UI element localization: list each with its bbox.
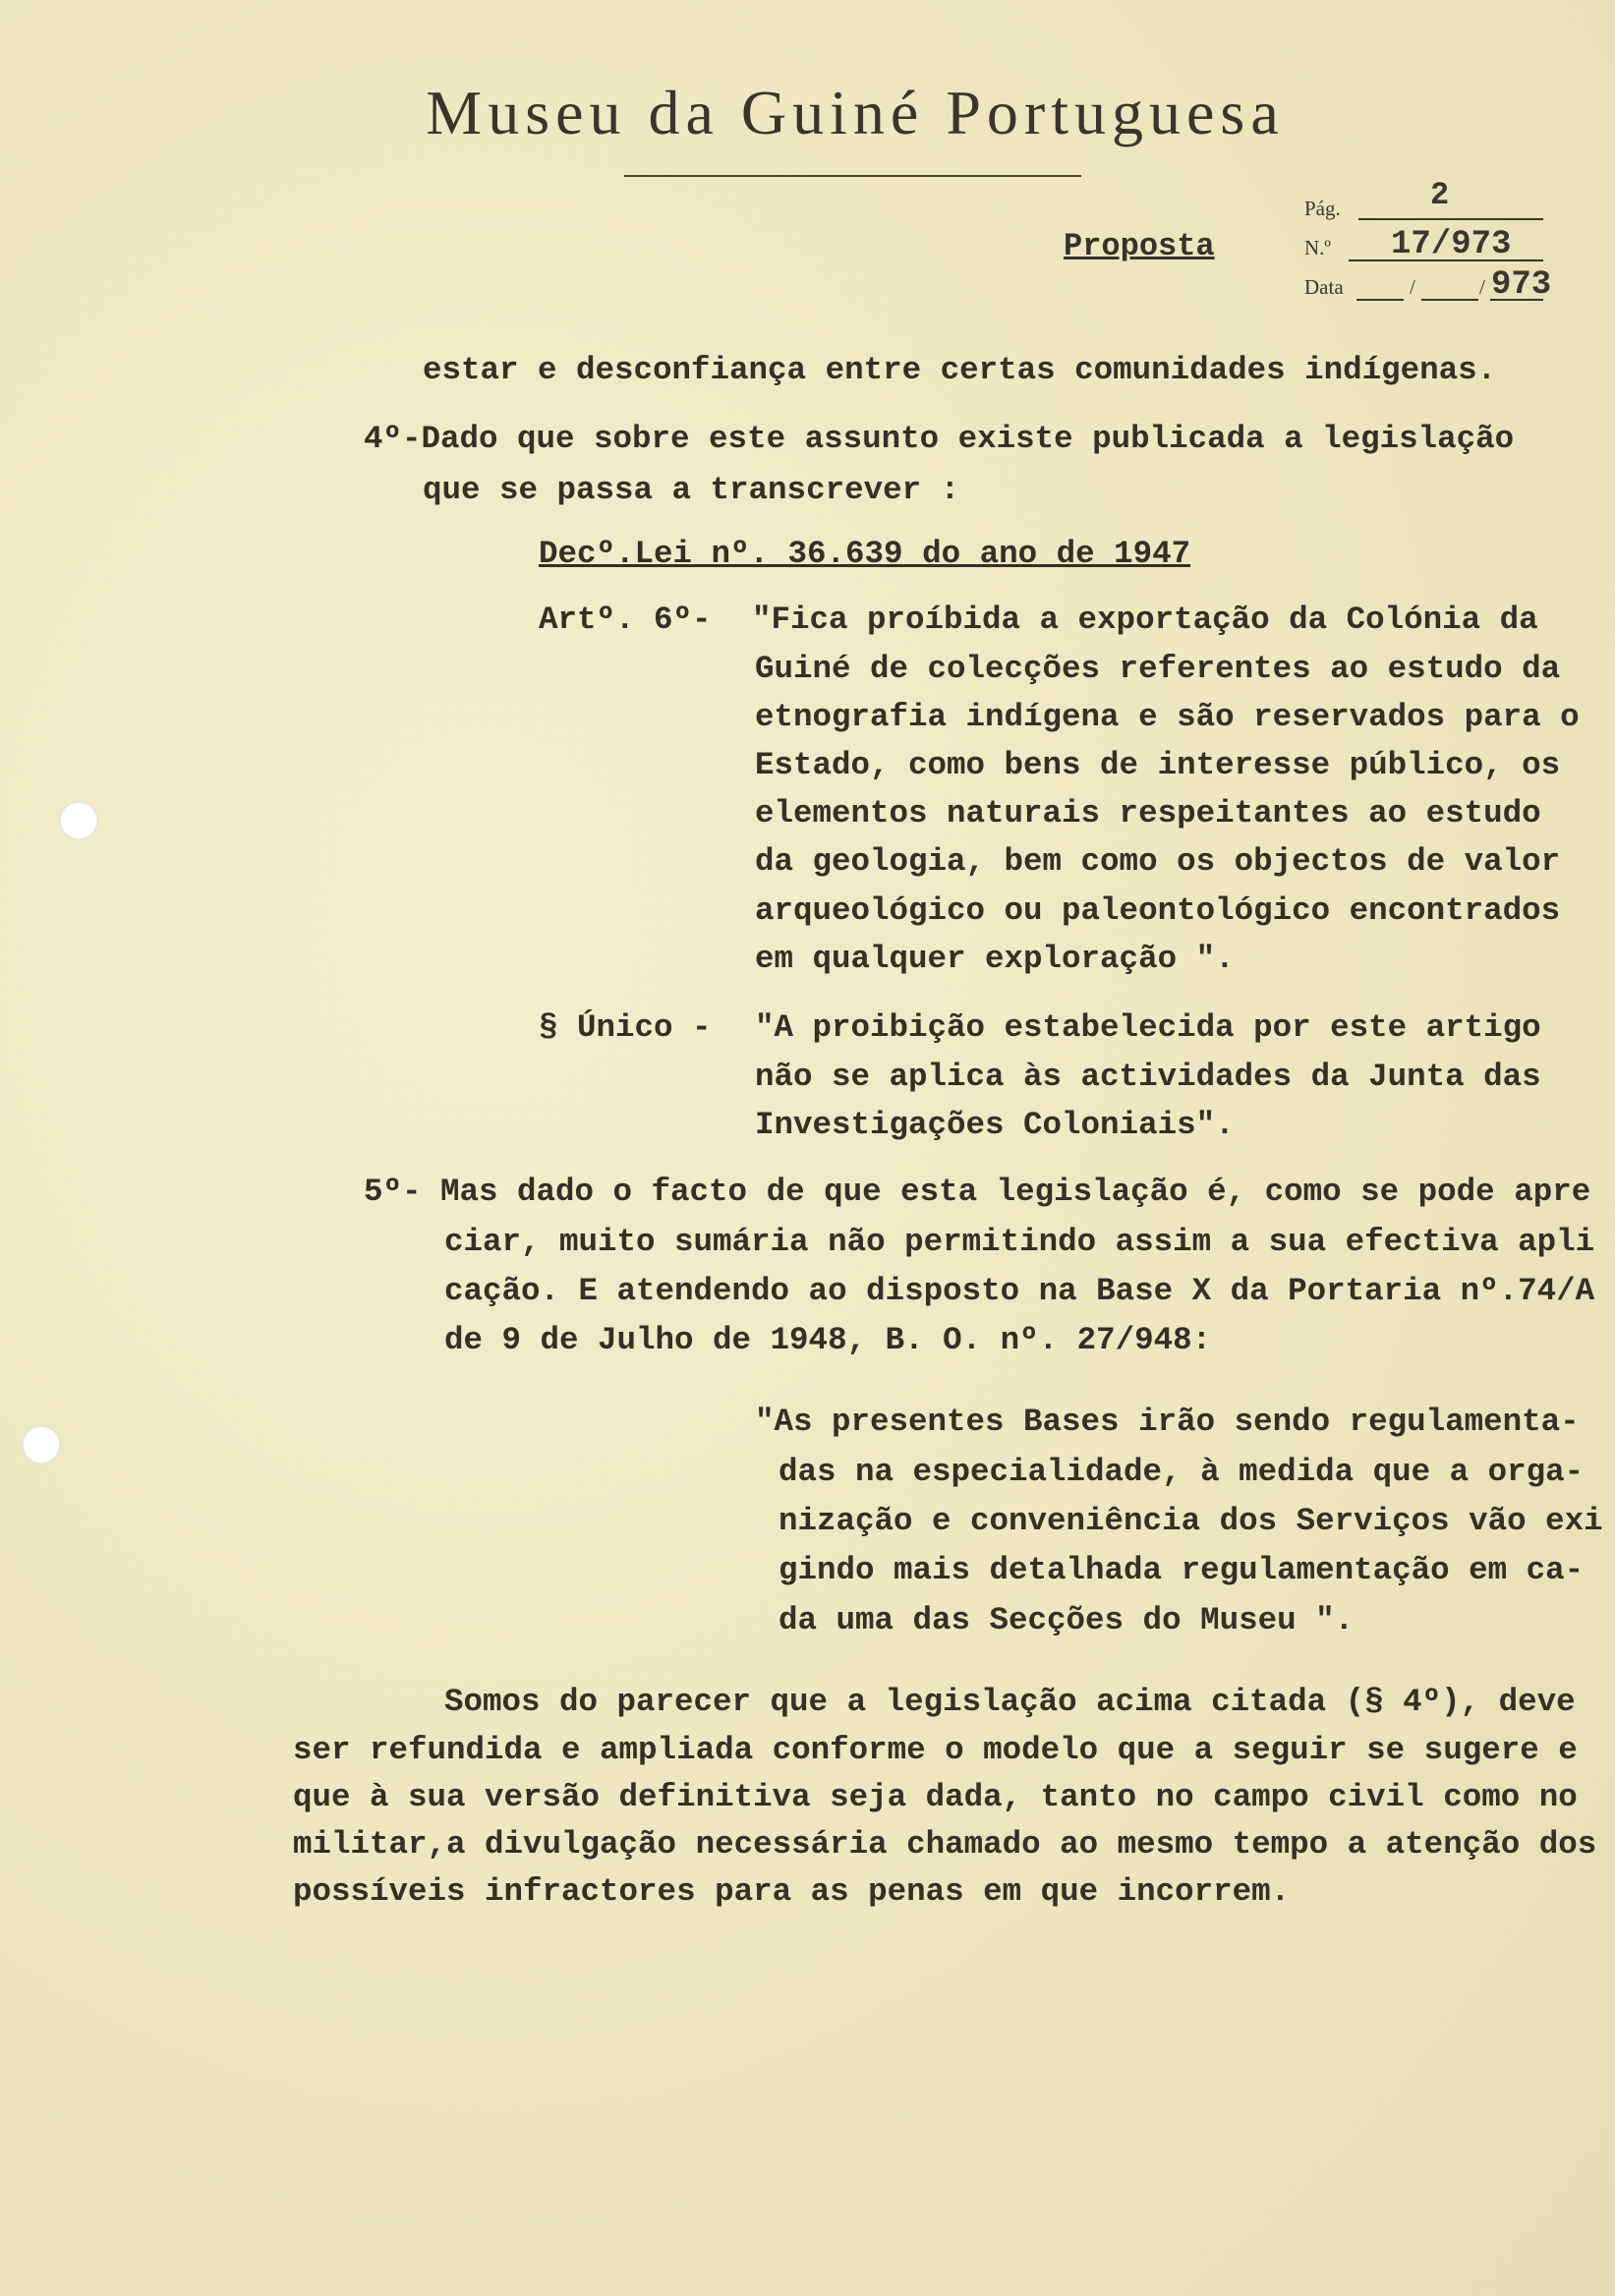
article-line: arqueológico ou paleontológico encontrados [755,892,1561,929]
article-line: elementos naturais respeitantes ao estudo [755,795,1541,832]
punch-hole-bottom [22,1425,61,1464]
closing-line: possíveis infractores para as penas em que incorrem. [293,1873,1291,1910]
data-underline-day [1356,299,1404,301]
proposta-heading: Proposta [1064,228,1215,264]
article-line: "Fica proíbida a exportação da Colónia da [752,602,1538,638]
unico-line: Investigações Coloniais". [755,1107,1235,1143]
numero-value: 17/973 [1391,226,1512,263]
quote-line: da uma das Secções do Museu ". [779,1602,1355,1638]
article-line: em qualquer exploração ". [755,941,1235,977]
article-line: Guiné de colecções referentes ao estudo da [755,651,1561,687]
numero-label: N.º [1304,236,1331,259]
decree-title: Decº.Lei nº. 36.639 do ano de 1947 [539,536,1191,572]
letterhead-rule [624,175,1081,177]
paragraph-5-line: cação. E atendendo ao disposto na Base X da Portaria nº.74/A [444,1273,1595,1309]
closing-line: militar,a divulgação necessária chamado ao mesmo tempo a atenção dos [293,1826,1597,1863]
text-line: que se passa a transcrever : [423,472,960,508]
punch-hole-top [59,801,98,840]
closing-line: que à sua versão definitiva seja dada, tanto no campo civil como no [293,1779,1578,1815]
paragraph-5-line: de 9 de Julho de 1948, B. O. nº. 27/948: [444,1322,1212,1358]
article-line: da geologia, bem como os objectos de valor [755,843,1561,880]
article-line: Estado, como bens de interesse público, os [755,747,1561,783]
article-line: etnografia indígena e são reservados para o [755,699,1580,735]
quote-line: gindo mais detalhada regulamentação em ca- [779,1552,1585,1588]
data-underline-month [1421,299,1478,301]
data-year: 973 [1491,266,1552,304]
pag-value: 2 [1430,177,1450,213]
closing-line: ser refundida e ampliada conforme o modelo que a seguir se sugere e [293,1732,1578,1768]
text-line: 4º-Dado que sobre este assunto existe publicada a legislação [364,421,1515,457]
quote-line: nização e conveniência dos Serviços vão exi [779,1503,1603,1539]
closing-line: Somos do parecer que a legislação acima citada (§ 4º), deve [444,1684,1576,1720]
text-line: estar e desconfiança entre certas comunidades indígenas. [423,352,1497,388]
data-separator-2: / [1479,275,1485,299]
data-label: Data [1304,275,1344,299]
data-separator-1: / [1410,275,1415,299]
pag-label: Pág. [1304,197,1341,220]
paragraph-5-line: ciar, muito sumária não permitindo assim a sua efectiva apli [444,1224,1595,1260]
paragraph-5-line: 5º- Mas dado o facto de que esta legislação é, como se pode apre [364,1174,1591,1210]
letterhead-title: Museu da Guiné Portuguesa [426,78,1285,147]
unico-line: "A proibição estabelecida por este artigo [755,1009,1541,1046]
unico-line: não se aplica às actividades da Junta das [755,1059,1541,1095]
unico-label: § Único - [539,1009,712,1046]
quote-line: das na especialidade, à medida que a orga- [779,1454,1585,1490]
quote-line: "As presentes Bases irão sendo regulamenta- [755,1404,1580,1440]
article-label: Artº. 6º- [539,602,712,638]
pag-underline [1358,218,1543,220]
